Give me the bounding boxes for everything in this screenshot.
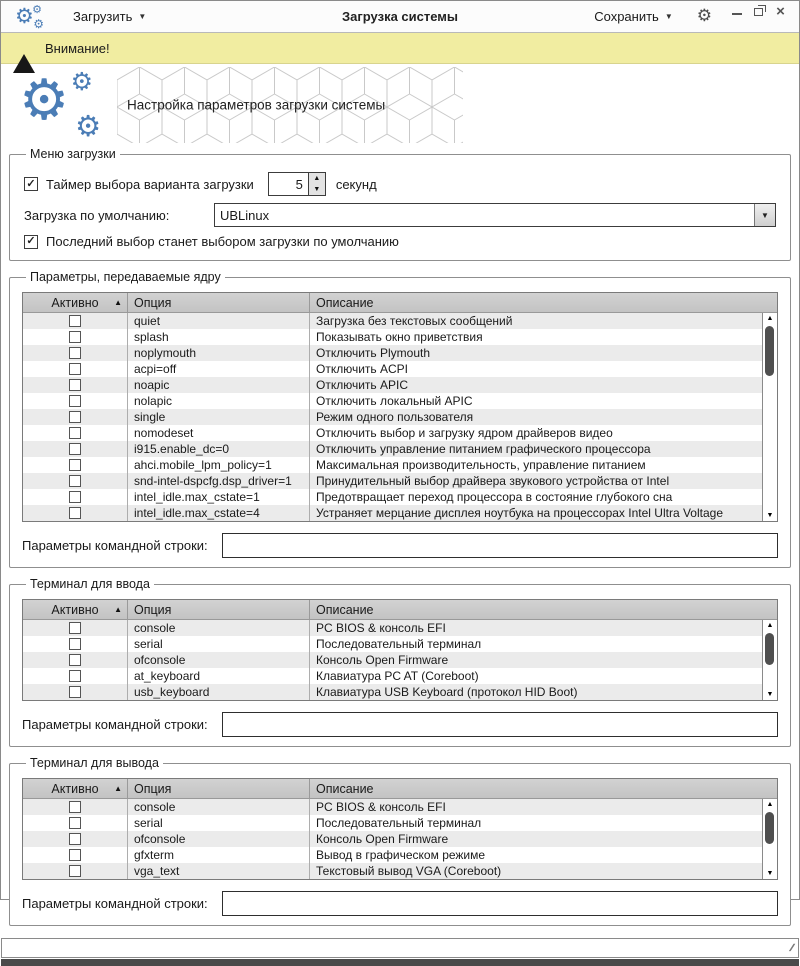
table-row[interactable] (23, 863, 762, 879)
active-cell (23, 831, 127, 847)
window-title: Загрузка системы (341, 9, 459, 24)
cmdline-row (22, 891, 778, 916)
scroll-up-icon[interactable]: ▲ (766, 315, 774, 322)
table-body (23, 620, 762, 700)
column-header-active[interactable]: Активно ▲ (51, 781, 122, 796)
table-row[interactable] (23, 847, 762, 863)
row-checkbox[interactable] (69, 379, 81, 391)
row-checkbox[interactable] (69, 459, 81, 471)
option-cell: console (127, 620, 309, 636)
active-cell (23, 425, 127, 441)
input-terminal-cmdline-input[interactable] (222, 712, 778, 737)
scroll-down-icon[interactable]: ▼ (766, 870, 774, 877)
table-body (23, 799, 762, 879)
row-checkbox[interactable] (69, 865, 81, 877)
row-checkbox[interactable] (69, 395, 81, 407)
gear-icon: ⚙ (32, 2, 42, 16)
active-cell (23, 815, 127, 831)
table-row[interactable] (23, 473, 762, 489)
scroll-down-icon[interactable]: ▼ (766, 512, 774, 519)
option-cell: at_keyboard (127, 668, 309, 684)
sort-asc-icon: ▲ (114, 605, 122, 614)
table-row[interactable] (23, 505, 762, 521)
last-choice-label: Последний выбор станет выбором загрузки по умолчанию (46, 234, 399, 249)
description-cell: Принудительный выбор драйвера звукового устройства от Intel (309, 473, 762, 489)
option-cell: ofconsole (127, 831, 309, 847)
vertical-scrollbar[interactable] (762, 620, 777, 700)
timer-label: Таймер выбора варианта загрузки (46, 176, 254, 192)
column-header-option[interactable]: Опция (127, 293, 309, 312)
description-cell: Консоль Open Firmware (309, 831, 762, 847)
description-cell: Предотвращает переход процессора в состояние глубокого сна (309, 489, 762, 505)
active-cell (23, 393, 127, 409)
column-header-active[interactable]: Активно ▲ (51, 295, 122, 310)
option-cell: i915.enable_dc=0 (127, 441, 309, 457)
kernel-params-legend: Параметры, передаваемые ядру (30, 270, 221, 284)
column-header-description[interactable]: Описание (309, 779, 777, 798)
dropdown-arrow-icon[interactable]: ▼ (754, 204, 775, 226)
scroll-up-icon[interactable]: ▲ (766, 801, 774, 808)
kernel-params-group (9, 270, 791, 568)
active-cell (23, 377, 127, 393)
row-checkbox[interactable] (69, 427, 81, 439)
cmdline-row (22, 712, 778, 737)
output-terminal-legend: Терминал для вывода (30, 756, 159, 770)
row-checkbox[interactable] (69, 411, 81, 423)
scroll-up-icon[interactable]: ▲ (766, 622, 774, 629)
active-cell (23, 668, 127, 684)
gear-icon: ⚙ (70, 66, 93, 96)
timer-value: 5 (295, 176, 303, 192)
option-cell: noplymouth (127, 345, 309, 361)
table-header (23, 600, 777, 620)
page-title: Настройка параметров загрузки системы (127, 97, 386, 112)
column-header-option[interactable]: Опция (127, 779, 309, 798)
description-cell: Отключить ACPI (309, 361, 762, 377)
active-cell (23, 473, 127, 489)
spinner-buttons (308, 173, 325, 195)
spinner-down-icon[interactable]: ▼ (313, 186, 321, 193)
description-cell: Показывать окно приветствия (309, 329, 762, 345)
save-button-label: Сохранить (594, 9, 659, 24)
warning-banner (1, 33, 799, 64)
row-checkbox[interactable] (69, 331, 81, 343)
option-cell: nolapic (127, 393, 309, 409)
default-boot-row (24, 203, 776, 227)
table-row[interactable] (23, 684, 762, 700)
spinner-up-icon[interactable]: ▲ (313, 175, 321, 182)
option-cell: serial (127, 636, 309, 652)
row-checkbox[interactable] (69, 801, 81, 813)
last-choice-row (24, 234, 776, 249)
row-checkbox[interactable] (69, 686, 81, 698)
option-cell: splash (127, 329, 309, 345)
load-button[interactable] (67, 6, 152, 27)
settings-gear-icon[interactable]: ⚙ (696, 6, 712, 26)
scroll-down-icon[interactable]: ▼ (766, 691, 774, 698)
gear-icon: ⚙ (33, 16, 44, 31)
active-cell (23, 620, 127, 636)
output-terminal-group (9, 756, 791, 926)
row-checkbox[interactable] (69, 507, 81, 519)
option-cell: ahci.mobile_lpm_policy=1 (127, 457, 309, 473)
row-checkbox[interactable] (69, 638, 81, 650)
table-row[interactable] (23, 668, 762, 684)
active-cell (23, 505, 127, 521)
option-cell: nomodeset (127, 425, 309, 441)
cmdline-label: Параметры командной строки: (22, 538, 208, 553)
close-button[interactable]: × (776, 2, 785, 20)
kernel-cmdline-input[interactable] (222, 533, 778, 558)
scroll-thumb[interactable] (765, 326, 774, 376)
option-cell: intel_idle.max_cstate=1 (127, 489, 309, 505)
active-cell (23, 313, 127, 329)
timer-unit-label: секунд (335, 176, 377, 192)
description-cell: Устраняет мерцание дисплея ноутбука на процессорах Intel Ultra Voltage (309, 505, 762, 521)
option-cell: intel_idle.max_cstate=4 (127, 505, 309, 521)
save-button[interactable] (588, 6, 679, 27)
input-terminal-table (22, 599, 778, 701)
active-cell (23, 361, 127, 377)
boot-menu-group (9, 147, 791, 261)
cmdline-row (22, 533, 778, 558)
maximize-button[interactable] (752, 5, 765, 18)
active-cell (23, 847, 127, 863)
input-terminal-legend: Терминал для ввода (30, 577, 150, 591)
sort-asc-icon: ▲ (114, 784, 122, 793)
active-cell (23, 684, 127, 700)
option-cell: gfxterm (127, 847, 309, 863)
table-row[interactable] (23, 620, 762, 636)
gear-icon: ⚙ (75, 108, 101, 143)
option-cell: acpi=off (127, 361, 309, 377)
option-cell: noapic (127, 377, 309, 393)
active-cell (23, 799, 127, 815)
row-checkbox[interactable] (69, 849, 81, 861)
active-cell (23, 636, 127, 652)
sort-asc-icon: ▲ (114, 298, 122, 307)
kernel-params-table (22, 292, 778, 522)
description-cell: PC BIOS & консоль EFI (309, 799, 762, 815)
gear-icon: ⚙ (19, 67, 70, 133)
description-cell: Текстовый вывод VGA (Coreboot) (309, 863, 762, 879)
row-checkbox[interactable] (69, 363, 81, 375)
table-row[interactable] (23, 441, 762, 457)
table-row[interactable] (23, 409, 762, 425)
column-header-active[interactable]: Активно ▲ (51, 602, 122, 617)
table-row[interactable] (23, 425, 762, 441)
column-header-description[interactable]: Описание (309, 293, 777, 312)
cmdline-label: Параметры командной строки: (22, 717, 208, 732)
row-checkbox[interactable] (69, 817, 81, 829)
option-cell: ofconsole (127, 652, 309, 668)
description-cell: Клавиатура USB Keyboard (протокол HID Boot) (309, 684, 762, 700)
table-row[interactable] (23, 636, 762, 652)
description-cell: Отключить локальный APIC (309, 393, 762, 409)
active-cell (23, 457, 127, 473)
row-checkbox[interactable] (69, 347, 81, 359)
row-checkbox[interactable] (69, 670, 81, 682)
description-cell: Максимальная производительность, управление питанием (309, 457, 762, 473)
boot-menu-legend: Меню загрузки (30, 147, 116, 161)
table-body (23, 313, 762, 521)
description-cell: Клавиатура PC AT (Coreboot) (309, 668, 762, 684)
active-cell (23, 489, 127, 505)
description-cell: Режим одного пользователя (309, 409, 762, 425)
scroll-thumb[interactable] (765, 633, 774, 665)
scroll-track[interactable] (763, 631, 777, 689)
row-checkbox[interactable] (69, 622, 81, 634)
row-checkbox[interactable] (69, 443, 81, 455)
table-row[interactable] (23, 489, 762, 505)
toolbar (1, 1, 799, 33)
status-bar (1, 938, 799, 958)
description-cell: Отключить Plymouth (309, 345, 762, 361)
load-button-label: Загрузить (73, 9, 133, 24)
warning-text: Внимание! (45, 40, 110, 56)
description-cell: Отключить выбор и загрузку ядром драйверов видео (309, 425, 762, 441)
description-cell: Загрузка без текстовых сообщений (309, 313, 762, 329)
scroll-track[interactable] (763, 324, 777, 510)
description-cell: Отключить управление питанием графического процессора (309, 441, 762, 457)
gear-icon: ⚙ (15, 3, 34, 28)
bottom-strip (1, 959, 799, 966)
description-cell: Вывод в графическом режиме (309, 847, 762, 863)
description-cell: Последовательный терминал (309, 815, 762, 831)
chevron-down-icon: ▼ (138, 12, 147, 21)
option-cell: quiet (127, 313, 309, 329)
option-cell: snd-intel-dspcfg.dsp_driver=1 (127, 473, 309, 489)
row-checkbox[interactable] (69, 475, 81, 487)
table-row[interactable] (23, 345, 762, 361)
output-terminal-cmdline-input[interactable] (222, 891, 778, 916)
row-checkbox[interactable] (69, 491, 81, 503)
app-gears-icon (15, 4, 45, 30)
resize-grip-icon[interactable]: // (789, 942, 793, 954)
table-row[interactable] (23, 361, 762, 377)
last-choice-checkbox[interactable] (24, 235, 38, 249)
row-checkbox[interactable] (69, 654, 81, 666)
active-cell (23, 652, 127, 668)
table-row[interactable] (23, 831, 762, 847)
table-row[interactable] (23, 313, 762, 329)
table-row[interactable] (23, 799, 762, 815)
gears-logo-icon (17, 66, 103, 143)
minimize-button[interactable] (730, 5, 743, 18)
option-cell: serial (127, 815, 309, 831)
row-checkbox[interactable] (69, 315, 81, 327)
active-cell (23, 329, 127, 345)
input-terminal-group (9, 577, 791, 747)
output-terminal-table (22, 778, 778, 880)
description-cell: Консоль Open Firmware (309, 652, 762, 668)
option-cell: console (127, 799, 309, 815)
option-cell: single (127, 409, 309, 425)
table-row[interactable] (23, 329, 762, 345)
row-checkbox[interactable] (69, 833, 81, 845)
chevron-down-icon: ▼ (664, 12, 673, 21)
description-cell: Последовательный терминал (309, 636, 762, 652)
cmdline-label: Параметры командной строки: (22, 896, 208, 911)
table-row[interactable] (23, 457, 762, 473)
active-cell (23, 863, 127, 879)
table-header (23, 779, 777, 799)
default-boot-value: UBLinux (220, 207, 270, 223)
scroll-thumb[interactable] (765, 812, 774, 844)
warning-triangle-icon: ! (13, 39, 35, 58)
column-header-option[interactable]: Опция (127, 600, 309, 619)
default-boot-dropdown[interactable] (214, 203, 776, 227)
page-header (1, 64, 799, 145)
timer-spinner[interactable] (268, 172, 326, 196)
vertical-scrollbar[interactable] (762, 313, 777, 521)
timer-row (24, 172, 776, 196)
timer-checkbox[interactable] (24, 177, 38, 191)
scroll-track[interactable] (763, 810, 777, 868)
option-cell: usb_keyboard (127, 684, 309, 700)
description-cell: Отключить APIC (309, 377, 762, 393)
window-controls (730, 2, 787, 20)
default-boot-label: Загрузка по умолчанию: (24, 207, 170, 223)
active-cell (23, 441, 127, 457)
active-cell (23, 345, 127, 361)
table-row[interactable] (23, 393, 762, 409)
column-header-description[interactable]: Описание (309, 600, 777, 619)
option-cell: vga_text (127, 863, 309, 879)
table-row[interactable] (23, 652, 762, 668)
description-cell: PC BIOS & консоль EFI (309, 620, 762, 636)
hex-banner (117, 67, 463, 143)
table-row[interactable] (23, 377, 762, 393)
table-header (23, 293, 777, 313)
table-row[interactable] (23, 815, 762, 831)
vertical-scrollbar[interactable] (762, 799, 777, 879)
active-cell (23, 409, 127, 425)
